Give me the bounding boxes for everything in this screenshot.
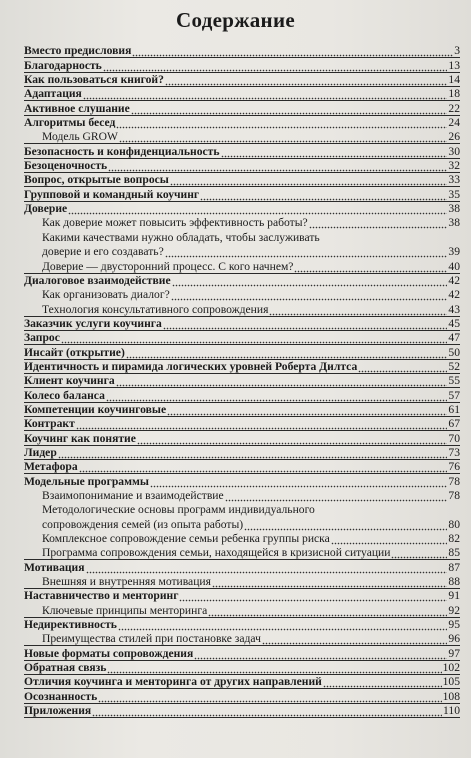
toc-subentry (24, 215, 460, 229)
entry-title: Диалоговое взаимодействие (24, 273, 171, 287)
page-number: 38 (448, 216, 460, 230)
toc-entry (24, 387, 460, 401)
toc-subentry (24, 516, 460, 530)
entry-title: Идентичность и пирамида логических уровней Роберта Дилтса (24, 359, 358, 373)
toc-subentry (24, 129, 460, 143)
dot-leader (79, 461, 448, 473)
page-number: 85 (448, 546, 460, 560)
page-number: 32 (448, 159, 460, 173)
dot-leader (179, 590, 447, 602)
toc-entry (24, 330, 460, 344)
dot-leader (163, 318, 448, 330)
dot-leader (137, 433, 448, 445)
dot-leader (172, 275, 448, 287)
toc-entry (24, 660, 460, 674)
dot-leader (262, 633, 447, 645)
entry-title: Компетенции коучинговые (24, 402, 167, 416)
toc-subentry (24, 488, 460, 502)
dot-leader (200, 189, 447, 201)
entry-title: Комплексное сопровождение семьи ребенка группы риска (42, 532, 330, 546)
page-number: 96 (448, 632, 460, 646)
dot-leader (103, 60, 448, 72)
dot-leader (92, 705, 442, 717)
entry-title: Модельные программы (24, 474, 149, 488)
entry-title: Колесо баланса (24, 388, 105, 402)
toc-entry (24, 186, 460, 200)
entry-title: Активное слушание (24, 101, 130, 115)
dot-leader (358, 361, 447, 373)
toc-entry (24, 674, 460, 688)
page-number: 13 (448, 58, 460, 72)
dot-leader (131, 103, 448, 115)
page-number: 61 (448, 402, 460, 416)
page-number: 87 (448, 560, 460, 574)
dot-leader (83, 88, 448, 100)
dot-leader (58, 447, 448, 459)
entry-title: Лидер (24, 445, 57, 459)
toc-entry (24, 359, 460, 373)
toc-subentry (24, 545, 460, 559)
toc-subentry (24, 244, 460, 258)
dot-leader (119, 131, 447, 143)
entry-title: Недирективность (24, 618, 117, 632)
page-title: Содержание (176, 8, 295, 32)
toc-entry (24, 86, 460, 100)
entry-title: Какими качествами нужно обладать, чтобы заслуживать (42, 230, 320, 244)
dot-leader (170, 174, 448, 186)
dot-leader (150, 476, 447, 488)
dot-leader (194, 648, 447, 660)
entry-title: Технология консультативного сопровождения (42, 302, 269, 316)
table-of-contents (24, 43, 460, 717)
page-number: 22 (448, 101, 460, 115)
entry-title: Алгоритмы бесед (24, 116, 116, 130)
dot-leader (107, 662, 441, 674)
toc-entry (24, 316, 460, 330)
dot-leader (98, 691, 441, 703)
dot-leader (208, 605, 447, 617)
page-number: 18 (448, 87, 460, 101)
dot-leader (323, 676, 442, 688)
toc-entry (24, 373, 460, 387)
page-number: 52 (448, 359, 460, 373)
dot-leader (294, 261, 447, 273)
toc-entry (24, 72, 460, 86)
toc-entry (24, 57, 460, 71)
entry-title: Безопасность и конфиденциальность (24, 144, 220, 158)
page-number: 108 (442, 689, 460, 703)
toc-entry (24, 703, 460, 717)
dot-leader (331, 533, 448, 545)
dot-leader (225, 490, 448, 502)
dot-leader (171, 289, 448, 301)
entry-title: Обратная связь (24, 661, 107, 675)
entry-title: Доверие (24, 202, 68, 216)
toc-entry (24, 115, 460, 129)
entry-title: Модель GROW (42, 130, 118, 144)
toc-entry (24, 430, 460, 444)
entry-title: Преимущества стилей при постановке задач (42, 632, 261, 646)
entry-title: Клиент коучинга (24, 374, 115, 388)
entry-title: Взаимопонимание и взаимодействие (42, 489, 224, 502)
page-number: 105 (442, 675, 460, 689)
entry-title: Заказчик услуги коучинга (24, 316, 162, 330)
page-number: 67 (448, 417, 460, 431)
toc-entry (24, 473, 460, 487)
dot-leader (116, 117, 447, 129)
page-number: 80 (448, 517, 460, 531)
toc-entry (24, 688, 460, 702)
toc-subentry (24, 531, 460, 545)
page-number: 39 (448, 245, 460, 259)
entry-title: Метафора (24, 460, 78, 474)
entry-title: Вопрос, открытые вопросы (24, 173, 169, 187)
toc-entry (24, 158, 460, 172)
page-number: 102 (442, 661, 460, 675)
entry-title: Как доверие может повысить эффективность работы? (42, 216, 308, 230)
entry-title: Ключевые принципы менторинга (42, 603, 208, 617)
page-number: 78 (448, 474, 460, 488)
page-number: 35 (448, 187, 460, 201)
dot-leader (165, 246, 448, 258)
page-number: 57 (448, 388, 460, 402)
dot-leader (165, 74, 448, 86)
page-number: 42 (448, 288, 460, 302)
toc-subentry (24, 631, 460, 645)
toc-entry (24, 273, 460, 287)
entry-title: Осознанность (24, 689, 98, 703)
page-number: 73 (448, 445, 460, 459)
dot-leader (76, 418, 448, 430)
entry-title: Отличия коучинга и менторинга от других направлений (24, 675, 322, 689)
toc-entry (24, 344, 460, 358)
page-number: 3 (454, 44, 460, 58)
toc-entry (24, 588, 460, 602)
entry-title: Контракт (24, 417, 75, 431)
toc-entry (24, 143, 460, 157)
page-number: 82 (448, 532, 460, 546)
toc-entry (24, 402, 460, 416)
page-number: 76 (448, 460, 460, 474)
entry-title: Коучинг как понятие (24, 431, 136, 445)
entry-title: Как организовать диалог? (42, 288, 170, 302)
entry-title: Новые форматы сопровождения (24, 646, 194, 660)
toc-entry (24, 43, 460, 57)
entry-title: Внешняя и внутренняя мотивация (42, 575, 211, 589)
entry-title: доверие и его создавать? (42, 245, 164, 259)
entry-title: Благодарность (24, 58, 102, 72)
entry-title: Групповой и командный коучинг (24, 187, 200, 201)
entry-title: Безоценочность (24, 159, 108, 173)
entry-title: Адаптация (24, 87, 82, 101)
toc-entry (24, 559, 460, 573)
dot-leader (269, 304, 447, 316)
page-number: 45 (448, 316, 460, 330)
dot-leader (221, 146, 448, 158)
page-number: 110 (443, 704, 460, 718)
page-number: 92 (448, 603, 460, 617)
page-number: 95 (448, 618, 460, 632)
entry-title: сопровождения семей (из опыта работы) (42, 517, 244, 531)
dot-leader (212, 576, 447, 588)
entry-title: Приложения (24, 704, 92, 718)
page-number: 88 (448, 575, 460, 589)
page-number: 26 (448, 130, 460, 144)
entry-title: Мотивация (24, 560, 85, 574)
dot-leader (132, 45, 453, 57)
toc-subentry (24, 602, 460, 616)
page-number: 24 (448, 116, 460, 130)
page-number: 40 (448, 259, 460, 273)
page-number: 70 (448, 431, 460, 445)
toc-entry (24, 617, 460, 631)
toc-entry (24, 459, 460, 473)
dot-leader (244, 519, 447, 531)
dot-leader (167, 404, 447, 416)
toc-entry (24, 416, 460, 430)
page-number: 47 (448, 331, 460, 345)
dot-leader (118, 619, 447, 631)
toc-subentry (24, 229, 460, 243)
page-number: 55 (448, 374, 460, 388)
toc-entry (24, 645, 460, 659)
dot-leader (108, 160, 447, 172)
dot-leader (86, 562, 448, 574)
page-number: 91 (448, 589, 460, 603)
page-number: 33 (448, 173, 460, 187)
entry-title: Наставничество и менторинг (24, 589, 179, 603)
entry-title: Доверие — двусторонний процесс. С кого начнем? (42, 259, 294, 273)
page-number: 78 (448, 489, 460, 502)
page-number: 97 (448, 646, 460, 660)
dot-leader (68, 203, 447, 215)
toc-entry (24, 172, 460, 186)
entry-title: Инсайт (открытие) (24, 345, 125, 359)
page-number: 50 (448, 345, 460, 359)
toc-entry (24, 445, 460, 459)
page-number: 14 (448, 73, 460, 87)
dot-leader (61, 332, 448, 344)
dot-leader (116, 375, 448, 387)
page-number: 30 (448, 144, 460, 158)
page-number: 42 (448, 273, 460, 287)
dot-leader (106, 390, 448, 402)
page-number: 38 (448, 202, 460, 216)
toc-entry (24, 201, 460, 215)
entry-title: Вместо предисловия (24, 44, 132, 58)
entry-title: Методологические основы программ индивидуального (42, 503, 315, 517)
dot-leader (126, 347, 448, 359)
entry-title: Запрос (24, 331, 60, 345)
page-number: 43 (448, 302, 460, 316)
toc-subentry (24, 574, 460, 588)
toc-entry (24, 100, 460, 114)
toc-subentry (24, 301, 460, 315)
toc-subentry (24, 502, 460, 516)
entry-title: Программа сопровождения семьи, находящейся в кризисной ситуации (42, 546, 391, 560)
toc-subentry (24, 287, 460, 301)
dot-leader (391, 547, 447, 559)
dot-leader (309, 217, 448, 229)
toc-subentry (24, 258, 460, 272)
entry-title: Как пользоваться книгой? (24, 73, 164, 87)
